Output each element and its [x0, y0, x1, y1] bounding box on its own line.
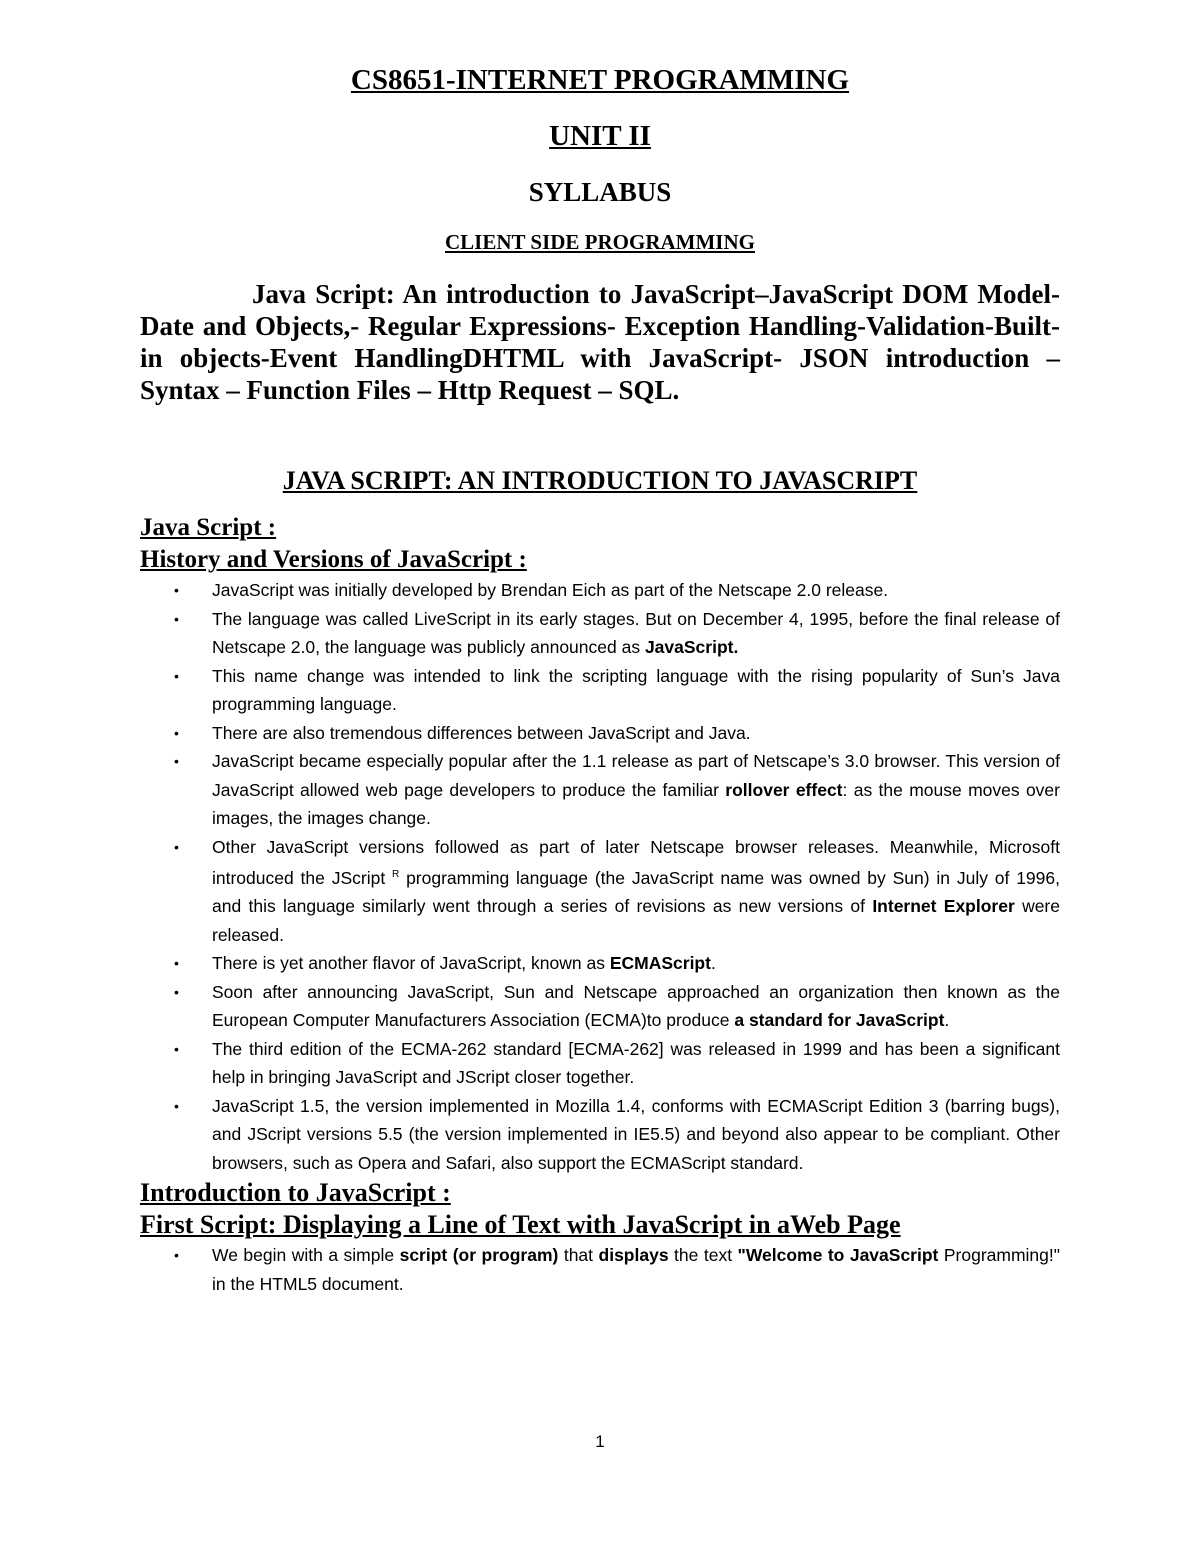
bullet-icon: • — [174, 1247, 179, 1264]
java-script-heading: Java Script : — [140, 514, 277, 541]
history-list — [140, 576, 1060, 1177]
list-item: • The third edition of the ECMA-262 standard [ECMA-262] was released in 1999 and has been a significant help in bringing JavaScript and JScript closer together. — [140, 1035, 1060, 1092]
client-side-programming-heading: CLIENT SIDE PROGRAMMING — [445, 230, 755, 254]
unit-heading: UNIT II — [549, 120, 651, 152]
list-item: • There is yet another flavor of JavaScript, known as ECMAScript. — [140, 949, 1060, 978]
first-script-list — [140, 1241, 1060, 1298]
syllabus-heading: SYLLABUS — [528, 177, 672, 207]
list-item: • There are also tremendous differences between JavaScript and Java. — [140, 719, 1060, 748]
list-item: • This name change was intended to link the scripting language with the rising popularity of Sun’s Java programming language. — [140, 662, 1060, 719]
bullet-icon: • — [174, 1040, 179, 1057]
course-title: CS8651-INTERNET PROGRAMMING — [350, 64, 850, 96]
list-item: • JavaScript became especially popular after the 1.1 release as part of Netscape’s 3.0 browser. This version of JavaScript allowed web page developers to produce the familiar rollover effect: as the mouse moves over images, the images change. — [140, 747, 1060, 833]
introduction-heading: Introduction to JavaScript : — [140, 1178, 451, 1208]
history-heading: History and Versions of JavaScript : — [140, 546, 527, 573]
list-item: • JavaScript 1.5, the version implemented in Mozilla 1.4, conforms with ECMAScript Edition 3 (barring bugs), and JScript versions 5.5 (the version implemented in IE5.5) and beyond also appear to be compliant. Other browsers, such as Opera and Safari, also support the ECMAScript standard. — [140, 1092, 1060, 1178]
first-script-heading: First Script: Displaying a Line of Text with JavaScript in aWeb Page — [140, 1210, 901, 1240]
bullet-icon: • — [174, 1097, 179, 1114]
bullet-icon: • — [174, 838, 179, 855]
list-item: • The language was called LiveScript in its early stages. But on December 4, 1995, before the final release of Netscape 2.0, the language was publicly announced as JavaScript. — [140, 605, 1060, 662]
syllabus-paragraph: Java Script: An introduction to JavaScript–JavaScript DOM Model-Date and Objects,- Regular Expressions- Exception Handling-Validation-Built-in objects-Event HandlingDHTML with JavaScript- JSON introduction – Syntax – Function Files – Http Request – SQL. — [140, 279, 1060, 405]
page-number: 1 — [595, 1432, 605, 1451]
document-page — [140, 52, 1060, 1298]
list-item: • Soon after announcing JavaScript, Sun and Netscape approached an organization then known as the European Computer Manufacturers Association (ECMA)to produce a standard for JavaScript. — [140, 978, 1060, 1035]
bullet-icon: • — [174, 983, 179, 1000]
bullet-icon: • — [174, 610, 179, 627]
bullet-icon: • — [174, 724, 179, 741]
section-title: JAVA SCRIPT: AN INTRODUCTION TO JAVASCRIPT — [282, 466, 918, 495]
bullet-icon: • — [174, 582, 179, 598]
list-item: • We begin with a simple script (or program) that displays the text "Welcome to JavaScript Programming!" in the HTML5 document. — [140, 1241, 1060, 1298]
bullet-icon: • — [174, 955, 179, 972]
list-item: • Other JavaScript versions followed as part of later Netscape browser releases. Meanwhile, Microsoft introduced the JScript $^R$ programming language (the JavaScript name was owned by Sun) in July of 1996, and this language similarly went through a series of revisions as new versions of Internet Explorer were released. — [140, 833, 1060, 950]
bullet-icon: • — [174, 667, 179, 684]
bullet-icon: • — [174, 753, 179, 769]
list-item: • JavaScript was initially developed by Brendan Eich as part of the Netscape 2.0 release. — [140, 576, 1060, 605]
